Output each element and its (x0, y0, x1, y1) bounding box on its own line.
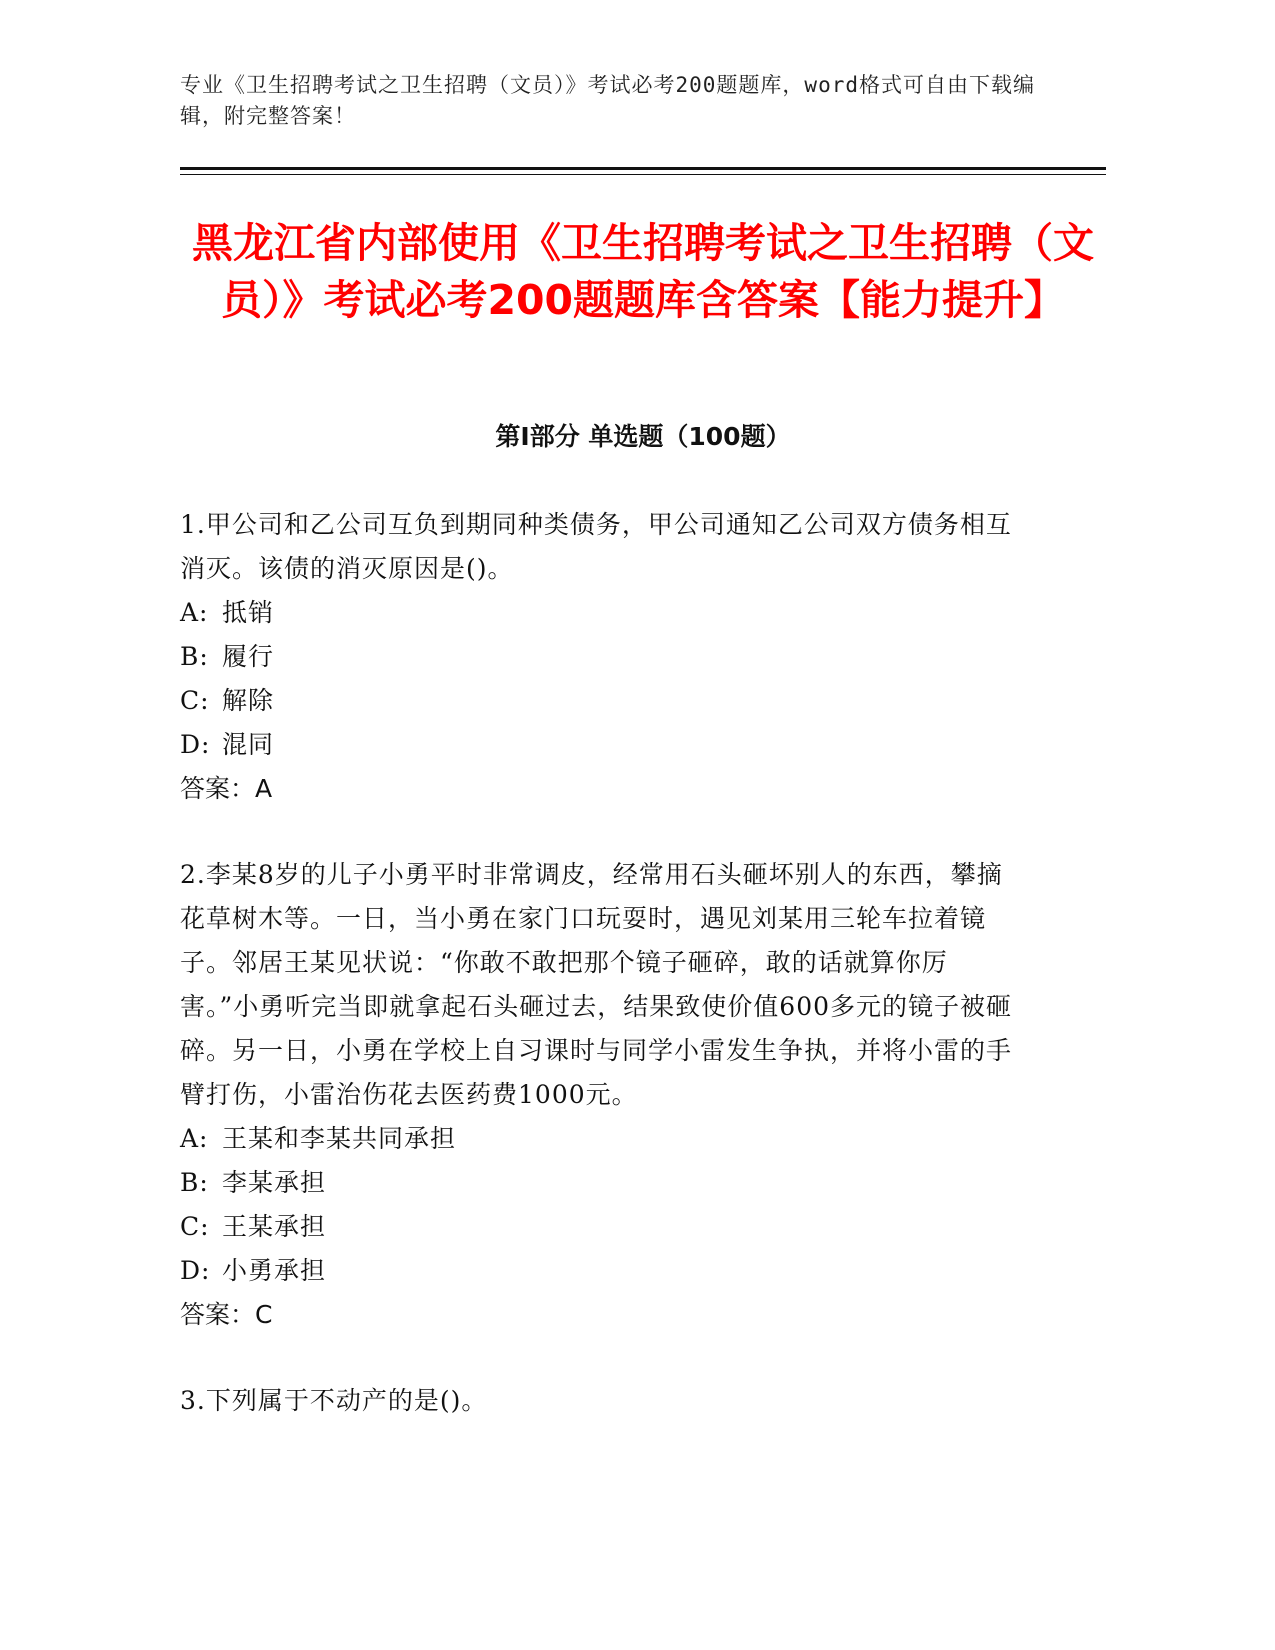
option-a (180, 591, 1020, 635)
section-heading: 第I部分 单选题（100题） (495, 422, 791, 451)
option-letter: D: (180, 730, 211, 759)
option-d (180, 723, 1020, 767)
question-3 (180, 1379, 1020, 1423)
option-letter: A: (180, 598, 209, 627)
option-b (180, 635, 1020, 679)
question-2 (180, 853, 1020, 1337)
option-letter: B: (180, 1168, 209, 1197)
option-a (180, 1117, 1020, 1161)
question-1 (180, 503, 1020, 811)
option-letter: A: (180, 1124, 209, 1153)
header-note: 专业《卫生招聘考试之卫生招聘（文员）》考试必考200题题库，word格式可自由下载编辑，附完整答案！ (180, 73, 1035, 128)
question-list (180, 503, 1020, 1465)
document-title: 黑龙江省内部使用《卫生招聘考试之卫生招聘（文员）》考试必考200题题库含答案【能力提升】 (192, 219, 1094, 324)
option-text: 李某承担 (222, 1168, 327, 1197)
option-text: 王某承担 (222, 1212, 327, 1241)
answer-line: 答案：A (180, 774, 273, 803)
header-rule-thin (180, 174, 1106, 175)
document-page (180, 0, 1106, 1650)
option-letter: C: (180, 1212, 210, 1241)
option-letter: D: (180, 1256, 211, 1285)
option-c (180, 1205, 1020, 1249)
option-text: 解除 (222, 686, 275, 715)
option-b (180, 1161, 1020, 1205)
option-text: 混同 (222, 730, 275, 759)
question-stem: 1.甲公司和乙公司互负到期同种类债务，甲公司通知乙公司双方债务相互消灭。该债的消灭原因是()。 (180, 510, 1012, 583)
option-text: 抵销 (222, 598, 275, 627)
option-text: 小勇承担 (222, 1256, 327, 1285)
option-text: 王某和李某共同承担 (222, 1124, 457, 1153)
option-text: 履行 (222, 642, 275, 671)
header-rule-thick (180, 167, 1106, 170)
option-d (180, 1249, 1020, 1293)
option-c (180, 679, 1020, 723)
question-stem: 2.李某8岁的儿子小勇平时非常调皮，经常用石头砸坏别人的东西，攀摘花草树木等。一日，当小勇在家门口玩耍时，遇见刘某用三轮车拉着镜子。邻居王某见状说：“你敢不敢把那个镜子砸碎，敢的话就算你厉害。”小勇听完当即就拿起石头砸过去，结果致使价值600多元的镜子被砸碎。另一日，小勇在学校上自习课时与同学小雷发生争执，并将小雷的手臂打伤，小雷治伤花去医药费1000元。 (180, 860, 1013, 1109)
answer-line: 答案：C (180, 1300, 273, 1329)
option-letter: B: (180, 642, 209, 671)
question-stem: 3.下列属于不动产的是()。 (180, 1386, 488, 1415)
option-letter: C: (180, 686, 210, 715)
